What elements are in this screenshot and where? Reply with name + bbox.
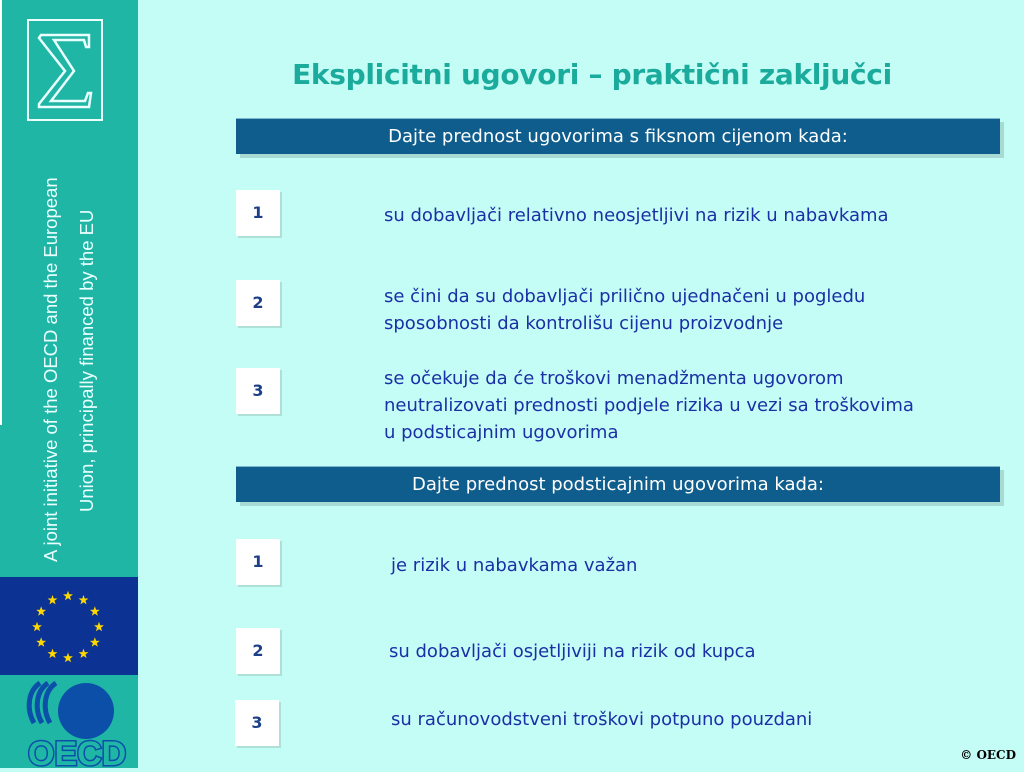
number-badge: 3 bbox=[235, 700, 279, 746]
section-heading-fixed-price: Dajte prednost ugovorima s fiksnom cijenom kada: bbox=[236, 118, 1000, 154]
eu-star-icon bbox=[63, 591, 73, 600]
sidebar-divider bbox=[0, 0, 2, 425]
number-badge: 2 bbox=[236, 280, 280, 326]
sigma-logo-icon bbox=[27, 19, 103, 121]
number-badge: 1 bbox=[236, 190, 280, 236]
sidebar-caption-line1: A joint initiative of the OECD and the European bbox=[40, 177, 61, 562]
eu-star-icon bbox=[48, 595, 58, 604]
eu-star-icon bbox=[48, 649, 58, 658]
oecd-logo-icon bbox=[0, 675, 138, 768]
sidebar bbox=[0, 0, 138, 768]
eu-star-icon bbox=[94, 622, 104, 631]
eu-star-icon bbox=[63, 653, 73, 662]
oecd-wordmark: OECD bbox=[28, 735, 127, 768]
eu-star-icon bbox=[90, 606, 100, 615]
list-item: su dobavljači osjetljiviji na rizik od kupca bbox=[389, 641, 756, 662]
number-badge: 3 bbox=[236, 368, 280, 414]
list-item: su dobavljači relativno neosjetljivi na rizik u nabavkama bbox=[384, 205, 889, 226]
copyright-notice: © OECD bbox=[960, 748, 1016, 762]
section-heading-incentive: Dajte prednost podsticajnim ugovorima kada: bbox=[236, 466, 1000, 502]
eu-star-icon bbox=[79, 595, 89, 604]
eu-star-icon bbox=[90, 637, 100, 646]
number-badge: 1 bbox=[236, 539, 280, 585]
list-item bbox=[384, 365, 914, 446]
list-item-line: u podsticajnim ugovorima bbox=[384, 422, 619, 443]
number-badge: 2 bbox=[236, 628, 280, 674]
eu-flag-icon bbox=[0, 577, 138, 675]
list-item: su računovodstveni troškovi potpuno pouzdani bbox=[391, 709, 813, 730]
eu-star-icon bbox=[32, 622, 42, 631]
list-item bbox=[384, 283, 865, 337]
list-item-line: sposobnosti da kontrolišu cijenu proizvodnje bbox=[384, 313, 784, 334]
eu-star-icon bbox=[36, 637, 46, 646]
list-item: je rizik u nabavkama važan bbox=[391, 555, 638, 576]
list-item-line: neutralizovati prednosti podjele rizika u vezi sa troškovima bbox=[384, 395, 914, 416]
sidebar-caption-line2: Union, principally financed by the EU bbox=[76, 209, 97, 512]
page-title: Eksplicitni ugovori – praktični zaključci bbox=[292, 58, 892, 91]
eu-star-icon bbox=[36, 606, 46, 615]
list-item-line: se očekuje da će troškovi menadžmenta ugovorom bbox=[384, 368, 844, 389]
list-item-line: se čini da su dobavljači prilično ujednačeni u pogledu bbox=[384, 286, 866, 307]
eu-star-icon bbox=[79, 649, 89, 658]
